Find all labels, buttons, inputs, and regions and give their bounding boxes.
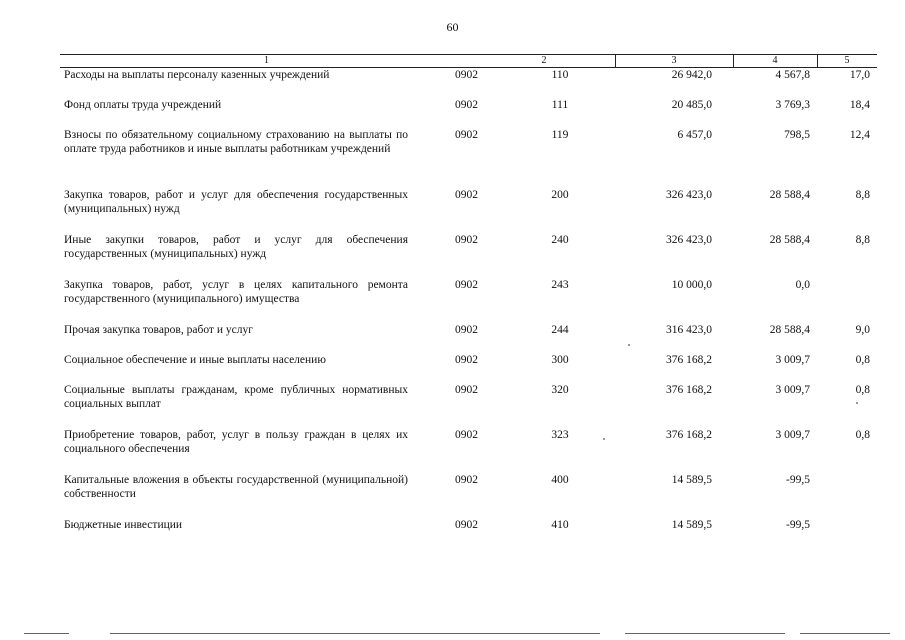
- row-col3: 14 589,5: [671, 474, 712, 486]
- scan-speck: [603, 438, 605, 440]
- row-col4: 4 567,8: [775, 69, 810, 81]
- row-section: 0902: [455, 129, 478, 141]
- row-col4: 28 588,4: [769, 189, 810, 201]
- row-col4: -99,5: [786, 519, 810, 531]
- row-code: 119: [551, 129, 569, 141]
- row-col3: 26 942,0: [671, 69, 712, 81]
- row-name: Социальное обеспечение и иные выплаты населению: [64, 354, 326, 366]
- header-divider: [733, 54, 734, 68]
- row-code: 110: [551, 69, 569, 81]
- scan-edge-line: [800, 633, 890, 634]
- row-code: 243: [551, 279, 569, 291]
- row-col5: 17,0: [849, 69, 870, 81]
- row-col5: 0,8: [855, 429, 870, 441]
- row-name: Прочая закупка товаров, работ и услуг: [64, 324, 253, 336]
- row-name: Иные закупки товаров, работ и услуг для обеспечения государственных (муниципальных) нужд: [64, 234, 408, 260]
- scan-edge-line: [625, 633, 785, 634]
- row-section: 0902: [455, 189, 478, 201]
- row-col3: 20 485,0: [671, 99, 712, 111]
- row-col3: 376 168,2: [666, 354, 712, 366]
- header-cell-1: 1: [60, 54, 473, 68]
- row-col3: 326 423,0: [666, 234, 712, 246]
- row-code: 320: [551, 384, 569, 396]
- row-col5: 9,0: [855, 324, 870, 336]
- row-name: Капитальные вложения в объекты государственной (муниципальной) собственности: [64, 474, 408, 500]
- row-section: 0902: [455, 519, 478, 531]
- row-name: Взносы по обязательному социальному страхованию на выплаты по оплате труда работников и иные выплаты работникам учреждений: [64, 129, 408, 155]
- row-name: Расходы на выплаты персоналу казенных учреждений: [64, 69, 330, 81]
- row-section: 0902: [455, 429, 478, 441]
- row-section: 0902: [455, 69, 478, 81]
- row-code: 244: [551, 324, 569, 336]
- row-section: 0902: [455, 234, 478, 246]
- row-col3: 14 589,5: [671, 519, 712, 531]
- row-col3: 316 423,0: [666, 324, 712, 336]
- row-col4: 28 588,4: [769, 234, 810, 246]
- scan-edge-line: [24, 633, 69, 634]
- row-col4: 0,0: [795, 279, 810, 291]
- row-code: 240: [551, 234, 569, 246]
- row-col3: 10 000,0: [671, 279, 712, 291]
- header-cell-2: 2: [473, 54, 615, 68]
- row-code: 300: [551, 354, 569, 366]
- row-col4: 3 009,7: [775, 384, 810, 396]
- row-section: 0902: [455, 354, 478, 366]
- row-section: 0902: [455, 99, 478, 111]
- row-col4: 3 769,3: [775, 99, 810, 111]
- row-name: Приобретение товаров, работ, услуг в пользу граждан в целях их социального обеспечения: [64, 429, 408, 455]
- row-col4: 28 588,4: [769, 324, 810, 336]
- row-col5: 8,8: [855, 189, 870, 201]
- row-code: 200: [551, 189, 569, 201]
- row-code: 410: [551, 519, 569, 531]
- row-code: 111: [551, 99, 569, 111]
- row-col5: 12,4: [849, 129, 870, 141]
- row-col3: 376 168,2: [666, 384, 712, 396]
- row-section: 0902: [455, 279, 478, 291]
- row-col3: 376 168,2: [666, 429, 712, 441]
- row-name: Закупка товаров, работ, услуг в целях капитального ремонта государственного (муниципального) имущества: [64, 279, 408, 305]
- row-name: Бюджетные инвестиции: [64, 519, 183, 531]
- row-col3: 6 457,0: [677, 129, 712, 141]
- row-col5: 8,8: [855, 234, 870, 246]
- row-name: Социальные выплаты гражданам, кроме публичных нормативных социальных выплат: [64, 384, 408, 410]
- row-code: 323: [551, 429, 569, 441]
- scan-edge-line: [110, 633, 460, 634]
- header-cell-4: 4: [733, 54, 817, 68]
- page-number: 60: [446, 20, 459, 34]
- row-name: Закупка товаров, работ и услуг для обеспечения государственных (муниципальных) нужд: [64, 189, 408, 215]
- row-section: 0902: [455, 474, 478, 486]
- row-col4: 3 009,7: [775, 354, 810, 366]
- row-col3: 326 423,0: [666, 189, 712, 201]
- row-col4: -99,5: [786, 474, 810, 486]
- row-col4: 3 009,7: [775, 429, 810, 441]
- row-col5: 0,8: [855, 384, 870, 396]
- header-divider: [615, 54, 616, 68]
- row-col5: 0,8: [855, 354, 870, 366]
- row-col5: 18,4: [849, 99, 870, 111]
- header-divider: [817, 54, 818, 68]
- scan-edge-line: [460, 633, 600, 634]
- row-col4: 798,5: [784, 129, 810, 141]
- header-cell-3: 3: [615, 54, 733, 68]
- row-section: 0902: [455, 324, 478, 336]
- row-section: 0902: [455, 384, 478, 396]
- row-code: 400: [551, 474, 569, 486]
- scan-speck: [628, 344, 630, 346]
- row-name: Фонд оплаты труда учреждений: [64, 99, 222, 111]
- header-cell-5: 5: [817, 54, 877, 68]
- scan-speck: [856, 402, 858, 404]
